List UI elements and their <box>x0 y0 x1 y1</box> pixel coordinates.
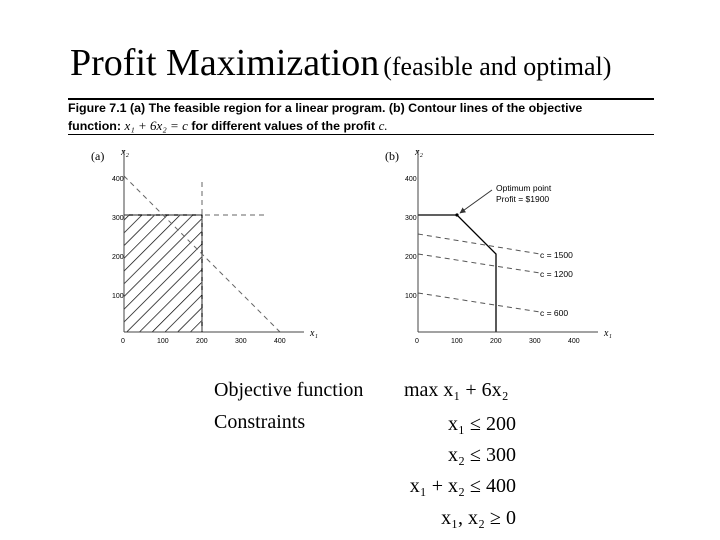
caption-part-a: (a) The feasible region for a linear program. <box>129 101 386 115</box>
caption-equation: x₁ + 6x₂ = c <box>124 118 188 133</box>
panel-b-x-tick: 100 <box>451 338 463 345</box>
panel-a-x-tick: 400 <box>274 338 286 345</box>
panel-a-y-tick: 300 <box>112 215 124 222</box>
panel-a-x-tick: 300 <box>235 338 247 345</box>
panel-b-x-label: x₁ <box>604 328 612 339</box>
panel-b-y-tick: 100 <box>405 293 417 300</box>
panel-a-x-tick: 100 <box>157 338 169 345</box>
panel-b-y-tick: 400 <box>405 176 417 183</box>
optimum-annotation-profit: Profit = $1900 <box>496 194 550 204</box>
contour-label-1200: c = 1200 <box>540 269 573 279</box>
panel-b-y-tick: 200 <box>405 254 417 261</box>
objective-expression: max x₁ + 6x₂ <box>404 379 509 401</box>
constraints-label: Constraints <box>214 411 306 433</box>
caption-line2-start: function: <box>68 119 121 133</box>
title-main: Profit Maximization <box>70 42 380 84</box>
panel-a-label: (a) <box>91 149 105 163</box>
optimum-annotation-title: Optimum point <box>496 183 552 193</box>
panel-a-y-tick: 400 <box>112 176 124 183</box>
caption-figure-number: Figure 7.1 <box>68 101 127 115</box>
panel-b-x-tick: 300 <box>529 338 541 345</box>
caption-variable: c. <box>378 118 388 133</box>
caption-part-b: (b) Contour lines of the objective <box>388 101 583 115</box>
objective-label: Objective function <box>214 379 364 401</box>
contour-label-1500: c = 1500 <box>540 250 573 260</box>
panel-a-y-label: x₂ <box>121 147 129 158</box>
constraint-4: x₁, x₂ ≥ 0 <box>441 507 516 529</box>
panel-a-x-tick: 0 <box>121 338 125 345</box>
panel-b-label: (b) <box>385 149 399 163</box>
constraint-2: x₂ ≤ 300 <box>448 444 516 466</box>
title-subtitle: (feasible and optimal) <box>383 52 612 81</box>
panel-a-x-tick: 200 <box>196 338 208 345</box>
constraint-3: x₁ + x₂ ≤ 400 <box>409 475 516 497</box>
caption-line2-end: for different values of the profit <box>191 119 376 133</box>
panel-a-y-tick: 100 <box>112 293 124 300</box>
contour-label-600: c = 600 <box>540 308 569 318</box>
panel-b-x-tick: 0 <box>415 338 419 345</box>
panel-b-y-tick: 300 <box>405 215 417 222</box>
panel-a-y-tick: 200 <box>112 254 124 261</box>
panel-a-x-label: x₁ <box>310 328 318 339</box>
panel-b-x-tick: 200 <box>490 338 502 345</box>
constraint-1: x₁ ≤ 200 <box>448 413 516 435</box>
panel-b-y-label: x₂ <box>415 147 423 158</box>
panel-b-x-tick: 400 <box>568 338 580 345</box>
